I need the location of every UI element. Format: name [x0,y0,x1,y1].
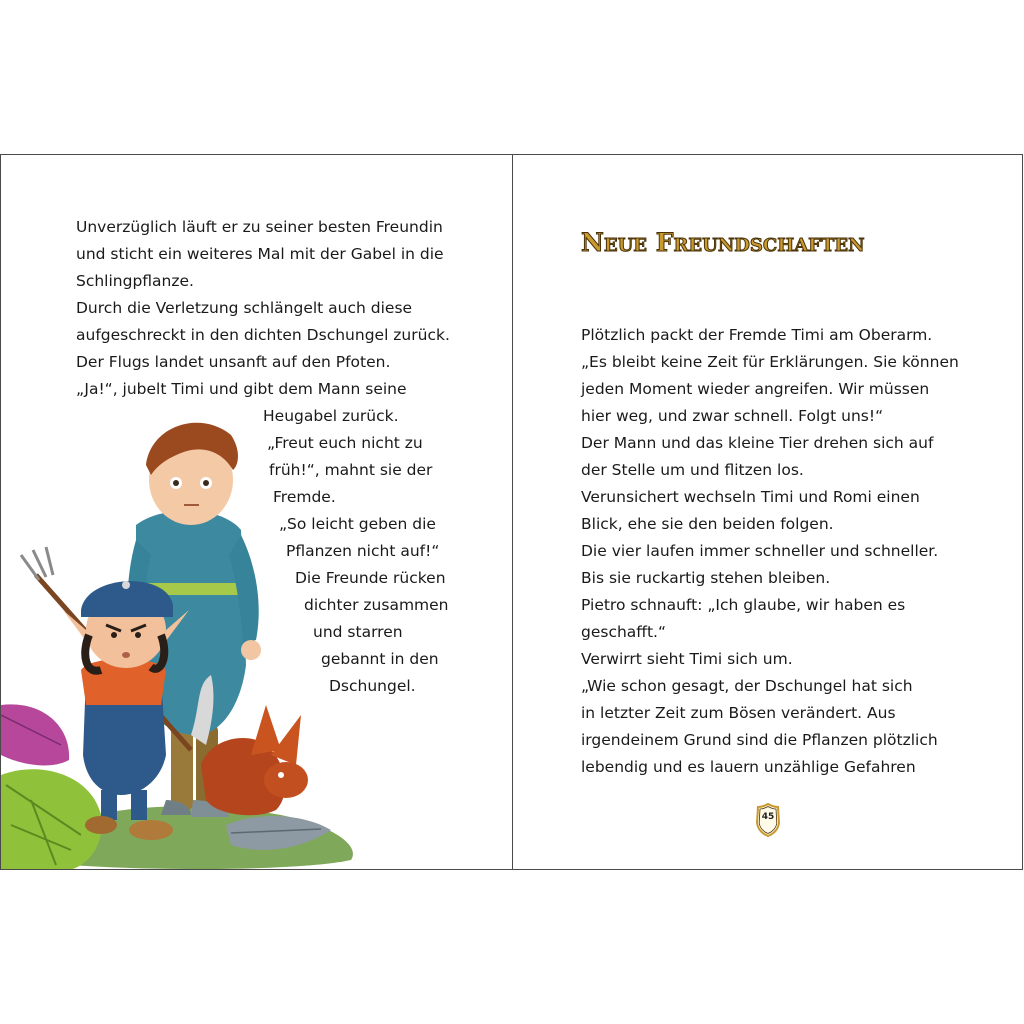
right-line-3: jeden Moment wieder angreifen. Wir müssen [581,380,930,398]
right-line-13: Verwirrt sieht Timi sich um. [581,650,793,668]
left-line-15: dichter zusammen [304,596,449,614]
right-line-10: Bis sie ruckartig stehen bleiben. [581,569,831,587]
left-line-3: Schlingpflanze. [76,272,194,290]
left-line-10: früh!“, mahnt sie der [269,461,433,479]
page-number: 45 [761,812,775,822]
left-line-18: Dschungel. [329,677,416,695]
right-line-1: Plötzlich packt der Fremde Timi am Oberarm. [581,326,933,344]
left-line-16: und starren [313,623,403,641]
right-page [513,155,1022,869]
left-line-5: aufgeschreckt in den dichten Dschungel zurück. [76,326,450,344]
left-line-14: Die Freunde rücken [295,569,446,587]
left-line-9: „Freut euch nicht zu [267,434,423,452]
right-line-7: Verunsichert wechseln Timi und Romi einen [581,488,920,506]
right-line-14: „Wie schon gesagt, der Dschungel hat sich [581,677,913,695]
left-line-8: Heugabel zurück. [263,407,399,425]
left-line-2: und sticht ein weiteres Mal mit der Gabel in die [76,245,444,263]
left-line-4: Durch die Verletzung schlängelt auch diese [76,299,413,317]
left-page [1,155,512,869]
right-line-5: Der Mann und das kleine Tier drehen sich auf [581,434,934,452]
right-line-2: „Es bleibt keine Zeit für Erklärungen. Sie können [581,353,959,371]
left-line-7: „Ja!“, jubelt Timi und gibt dem Mann seine [76,380,407,398]
left-line-13: Pflanzen nicht auf!“ [286,542,440,560]
right-line-6: der Stelle um und flitzen los. [581,461,804,479]
right-line-8: Blick, ehe sie den beiden folgen. [581,515,834,533]
right-line-12: geschafft.“ [581,623,667,641]
right-line-11: Pietro schnauft: „Ich glaube, wir haben es [581,596,906,614]
left-line-1: Unverzüglich läuft er zu seiner besten Freundin [76,218,443,236]
purple-leaf [1,704,69,765]
page-number-badge [755,803,781,837]
right-line-9: Die vier laufen immer schneller und schneller. [581,542,939,560]
right-line-4: hier weg, und zwar schnell. Folgt uns!“ [581,407,884,425]
chapter-title: Neue Freundschaften [581,228,865,257]
left-line-12: „So leicht geben die [279,515,436,533]
left-line-11: Fremde. [273,488,336,506]
right-line-17: lebendig und es lauern unzählige Gefahren [581,758,916,776]
right-line-15: in letzter Zeit zum Bösen verändert. Aus [581,704,896,722]
right-line-16: irgendeinem Grund sind die Pflanzen plötzlich [581,731,938,749]
left-line-17: gebannt in den [321,650,439,668]
left-line-6: Der Flugs landet unsanft auf den Pfoten. [76,353,391,371]
book-spread [0,154,1023,870]
